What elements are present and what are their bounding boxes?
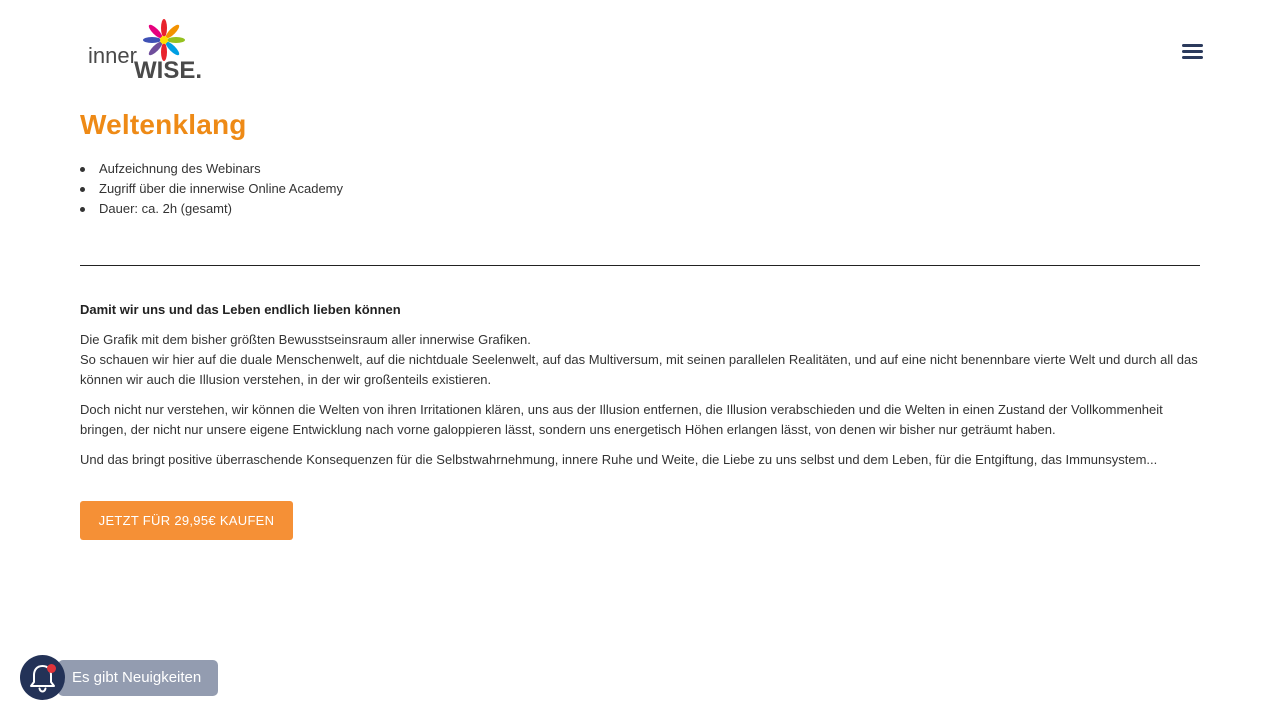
description-heading: Damit wir uns und das Leben endlich lieben können bbox=[80, 302, 401, 317]
logo-text-wise: WISE. bbox=[134, 57, 203, 84]
section-divider bbox=[80, 265, 1200, 266]
innerwise-logo[interactable] bbox=[72, 10, 210, 92]
description-line: Die Grafik mit dem bisher größten Bewusstseinsraum aller innerwise Grafiken. bbox=[80, 332, 531, 347]
hamburger-menu-icon[interactable] bbox=[1180, 38, 1206, 64]
feature-item: Dauer: ca. 2h (gesamt) bbox=[80, 199, 1200, 219]
description-paragraph bbox=[80, 330, 1200, 390]
product-summary bbox=[80, 105, 1200, 219]
feature-list bbox=[80, 159, 1200, 219]
description-paragraph: Und das bringt positive überraschende Konsequenzen für die Selbstwahrnehmung, innere Ruhe und Weite, die Liebe zu uns selbst und dem Leben, für die Entgiftung, das Immunsystem... bbox=[80, 452, 1158, 467]
menu-bar bbox=[1182, 44, 1203, 47]
menu-bar bbox=[1182, 50, 1203, 53]
site-header bbox=[0, 0, 1280, 100]
product-title: Weltenklang bbox=[80, 109, 247, 140]
description-line: So schauen wir hier auf die duale Menschenwelt, auf die nichtduale Seelenwelt, auf das Multiversum, mit seinen parallelen Realitäten, und auf eine nicht benennbare vierte Welt und durch all das können wir auch die Illusion verstehen, in der wir großenteils existieren. bbox=[80, 352, 1198, 387]
description-paragraph: Doch nicht nur verstehen, wir können die Welten von ihren Irritationen klären, uns aus der Illusion entfernen, die Illusion verabschieden und die Welten in einen Zustand der Vollkommenheit bringen, der nicht nur unsere eigene Entwicklung nach vorne galoppieren lässt, sondern uns energetisch Höhen erlangen lässt, von denen wir bisher nur geträumt haben. bbox=[80, 402, 1163, 437]
bell-button[interactable] bbox=[20, 655, 65, 700]
feature-item: Zugriff über die innerwise Online Academy bbox=[80, 179, 1200, 199]
unread-badge bbox=[47, 664, 56, 673]
logo-text-inner: inner bbox=[88, 43, 137, 68]
feature-item: Aufzeichnung des Webinars bbox=[80, 159, 1200, 179]
buy-now-button[interactable]: JETZT FÜR 29,95€ KAUFEN bbox=[80, 501, 293, 540]
news-label[interactable]: Es gibt Neuigkeiten bbox=[58, 660, 218, 696]
bell-icon bbox=[20, 655, 65, 700]
logo-graphic bbox=[72, 10, 210, 92]
menu-bar bbox=[1182, 56, 1203, 59]
product-description bbox=[80, 300, 1200, 480]
